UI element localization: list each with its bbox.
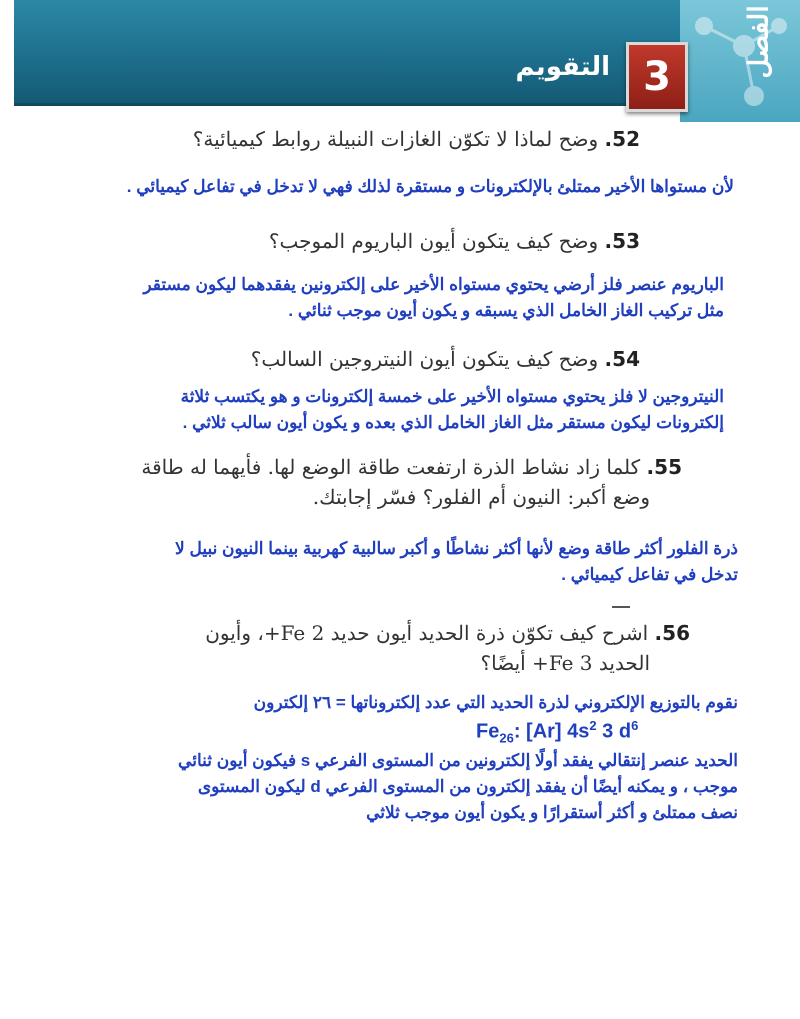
question-text: كلما زاد نشاط الذرة ارتفعت طاقة الوضع لها. فأيهما له طاقة	[141, 455, 641, 479]
question-56	[205, 618, 690, 678]
answer-line: إلكترونات ليكون مستقر مثل الغاز الخامل الذي بعده و يكون أيون سالب ثلاثي .	[182, 413, 724, 432]
formula-atomic-number: 26	[499, 730, 514, 746]
answer-line: نقوم بالتوزيع الإلكتروني لذرة الحديد التي عدد إلكتروناتها = ٢٦ إلكترون	[253, 693, 738, 712]
page-fragment-mark	[612, 606, 630, 608]
question-number: 52.	[604, 127, 640, 151]
answer-line: ذرة الفلور أكثر طاقة وضع لأنها أكثر نشاطًا و أكبر سالبية كهربية بينما النيون نبيل لا	[175, 539, 738, 558]
formula-element: Fe	[476, 720, 500, 743]
answer-56-intro	[18, 690, 738, 716]
molecule-icon	[684, 6, 794, 116]
answer-line: موجب ، و يمكنه أيضًا أن يفقد إلكترون من المستوى الفرعي d ليكون المستوى	[197, 777, 738, 796]
answer-56	[18, 748, 738, 826]
chapter-number-badge	[626, 42, 688, 112]
question-number: 54.	[604, 347, 640, 371]
answer-55	[18, 536, 738, 588]
formula-core: : [Ar] 4s	[513, 720, 590, 743]
answer-line: تدخل في تفاعل كيميائي .	[561, 565, 738, 584]
answer-line: الباريوم عنصر فلز أرضي يحتوي مستواه الأخير على إلكترونين يفقدهما ليكون مستقر	[143, 275, 724, 294]
formula-orbital: 3 d	[596, 720, 632, 743]
question-text: اشرح كيف تكوّن ذرة الحديد أيون حديد Fe 2+، وأيون	[205, 621, 649, 645]
chapter-label: الفصل	[743, 5, 775, 79]
answer-line: لأن مستواها الأخير ممتلئ بالإلكترونات و مستقرة لذلك فهي لا تدخل في تفاعل كيميائي .	[126, 177, 734, 196]
question-53	[269, 226, 640, 256]
question-number: 56.	[654, 621, 690, 645]
answer-line: الحديد عنصر إنتقالي يفقد أولًا إلكترونين من المستوى الفرعي s فيكون أيون ثنائي	[178, 751, 738, 770]
question-line	[205, 618, 690, 648]
answer-line: النيتروجين لا فلز يحتوي مستواه الأخير على خمسة إلكترونات و هو يكتسب ثلاثة	[180, 387, 724, 406]
chapter-side-tab	[680, 0, 800, 122]
question-line	[141, 452, 682, 482]
question-number: 53.	[604, 229, 640, 253]
answer-54	[24, 384, 724, 436]
question-text: وضح لماذا لا تكوّن الغازات النبيلة روابط كيميائية؟	[192, 127, 599, 151]
question-number: 55.	[646, 455, 682, 479]
question-text: وضح كيف يتكون أيون الباريوم الموجب؟	[268, 229, 599, 253]
answer-52	[34, 174, 734, 200]
question-text: وضح كيف يتكون أيون النيتروجين السالب؟	[250, 347, 599, 371]
answer-line: نصف ممتلئ و أكثر أستقرارًا و يكون أيون موجب ثلاثي	[366, 803, 738, 822]
question-line: وضع أكبر: النيون أم الفلور؟ فسّر إجابتك.	[312, 485, 650, 509]
question-52	[193, 124, 640, 154]
formula-exponent: 6	[631, 718, 639, 733]
electron-configuration	[476, 718, 638, 746]
section-title: التقويم	[515, 52, 610, 82]
answer-53	[24, 272, 724, 324]
answer-line: مثل تركيب الغاز الخامل الذي يسبقه و يكون أيون موجب ثنائي .	[288, 301, 724, 320]
question-line: الحديد Fe 3+ أيضًا؟	[480, 651, 650, 675]
question-54	[251, 344, 640, 374]
formula-exponent: 2	[589, 718, 597, 733]
chapter-number: 3	[643, 54, 671, 100]
question-55	[141, 452, 682, 512]
